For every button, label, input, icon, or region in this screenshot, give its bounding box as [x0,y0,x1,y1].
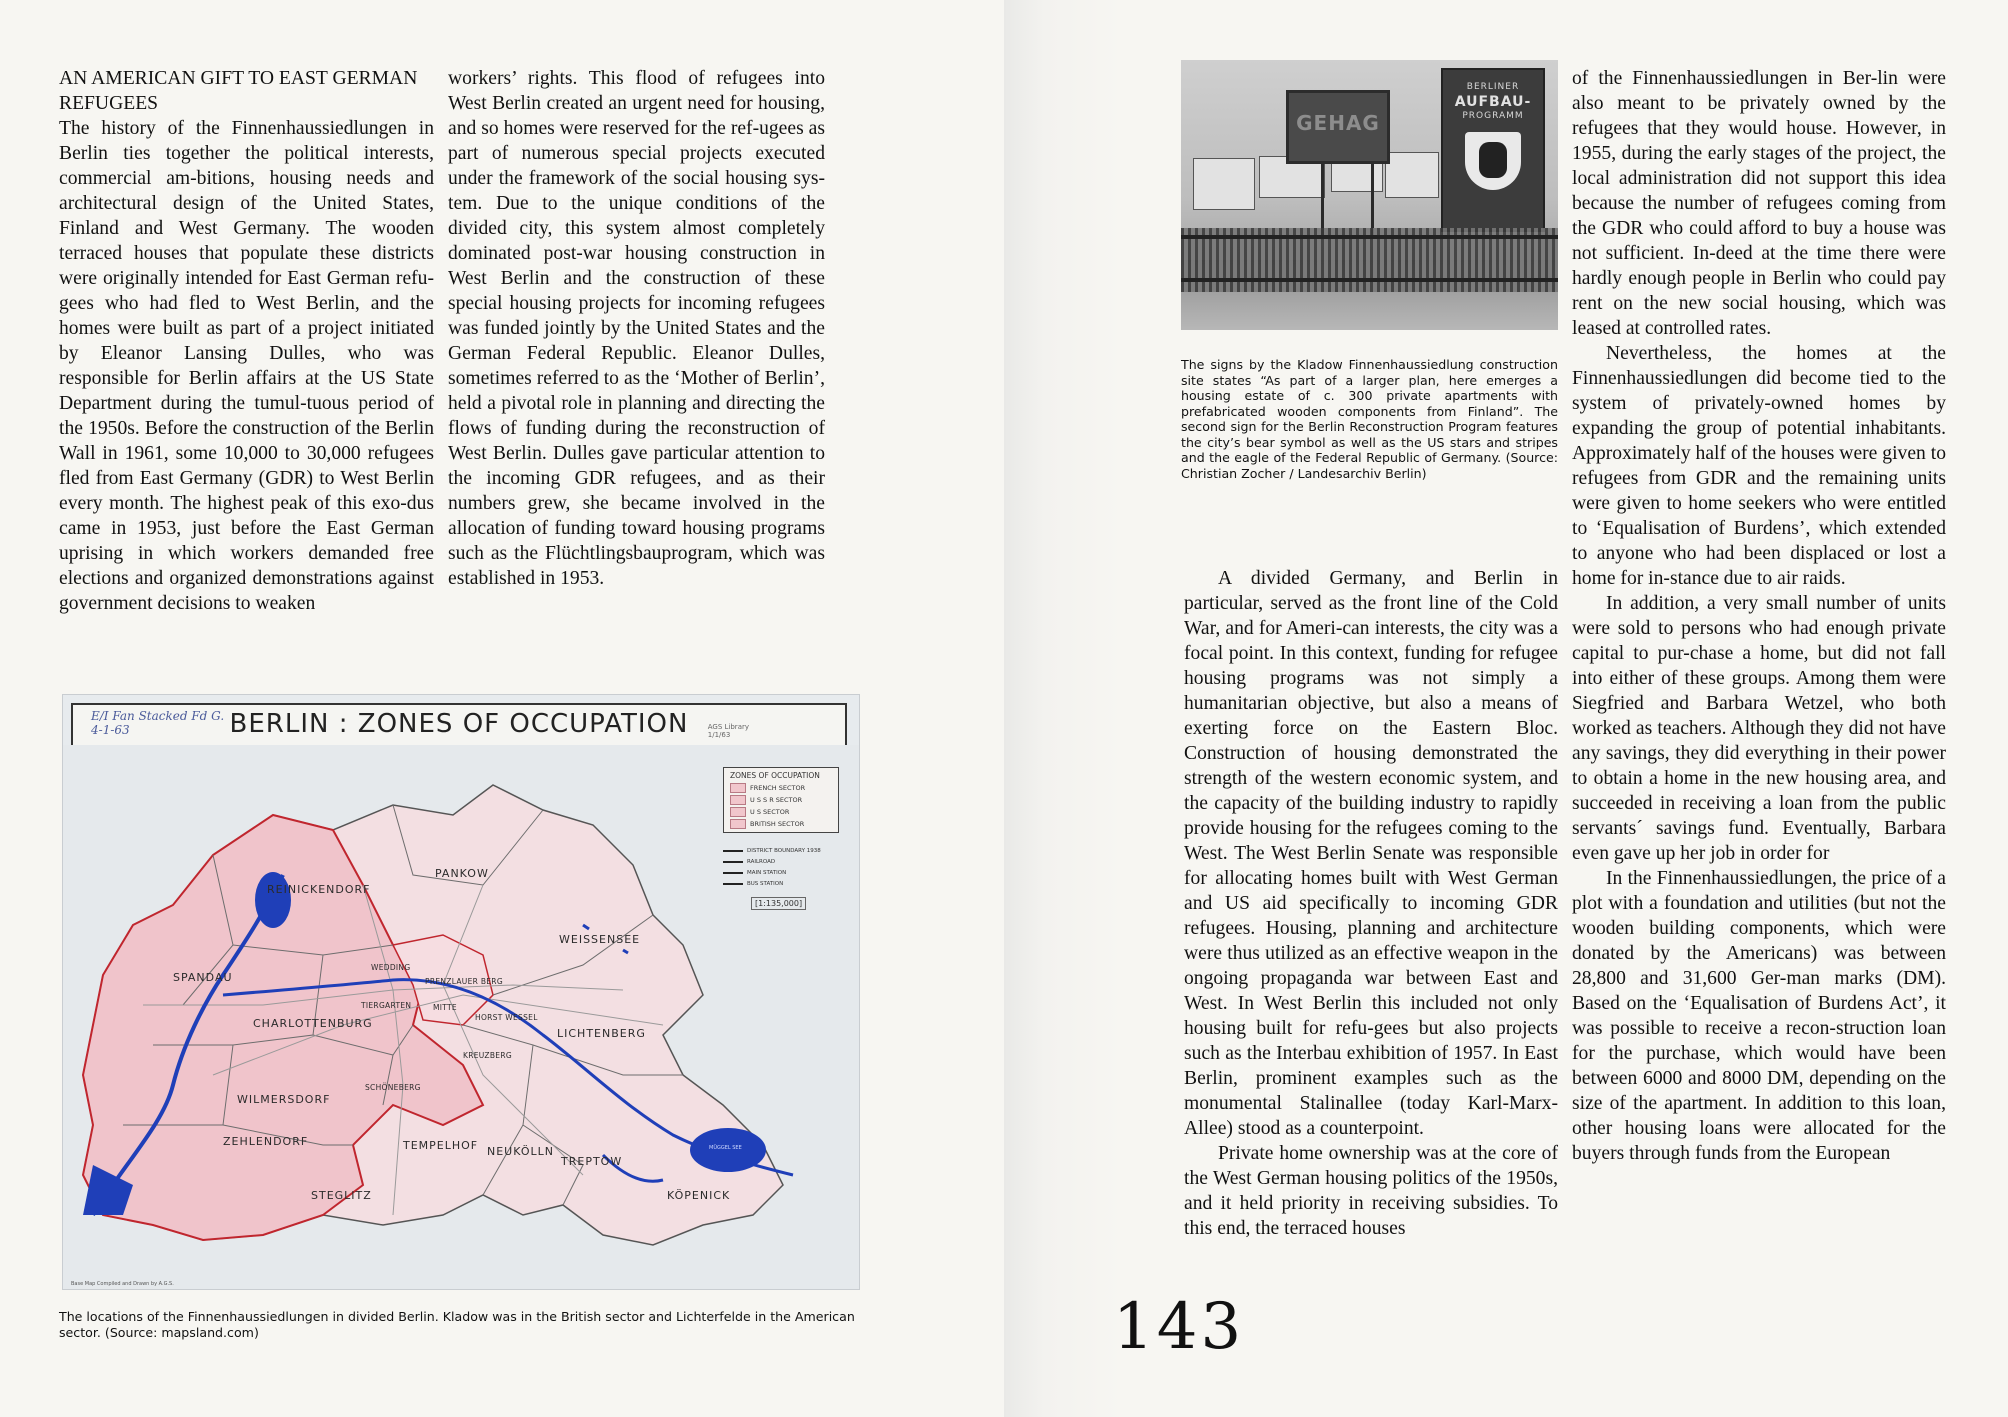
paragraph: Nevertheless, the homes at the Finnenhaussiedlungen did become tied to the system of privately-owned homes by expanding the group of potential inhabitants. Approximately half of the houses were given to refugees from GDR and the remaining units were given to home seekers who were entitled to ‘Equalisation of Burdens’, which extended to anyone who had been displaced or lost a home for in-stance due to air raids. [1572,343,1946,589]
legend-label: FRENCH SECTOR [750,784,806,792]
tegeler-see [255,872,291,928]
berlin-bear-icon [1479,142,1507,178]
legend-swatch [730,807,746,817]
sign-pole [1321,156,1324,236]
lake-label: MÜGGEL SEE [709,1145,742,1151]
fence-rail [1181,278,1558,282]
library-stamp [708,723,749,739]
legend-swatch [730,783,746,793]
legend-item [730,819,804,829]
gehag-sign-text: GEHAG [1296,111,1380,135]
district-label: WEISSENSEE [559,933,641,946]
berlin-occupation-map [62,694,860,1290]
legend-label: U S S R SECTOR [750,796,803,804]
paragraph: Private home ownership was at the core of the West German housing politics of the 1950s, and it held priority in receiving subsidies. To this end, the terraced houses [1184,1143,1558,1239]
map-scale: [1:135,000] [751,897,806,910]
legend-title: ZONES OF OCCUPATION [730,771,820,780]
district-label: NEUKÖLLN [487,1145,554,1158]
legend-line-label: RAILROAD [747,858,776,865]
paragraph: The history of the Finnenhaussiedlungen in Berlin ties together the political interests, commercial am-bitions, housing needs and architectural design of the United States, Finland and West Germany. The wooden terraced houses that populate these districts were originally intended for East German refu-gees who had fled to West Berlin, and the homes were built as part of a project initiated by Eleanor Lansing Dulles, who was responsible for Berlin affairs at the US State Department during the tumul-tuous period of the 1950s. Before the construction of the Berlin Wall in 1961, some 10,000 to 30,000 refugees fled from East Germany (GDR) to West Berlin every month. The highest peak of this exo-dus came in 1953, just before the East German uprising in which workers demanded free elections and organized demonstrations against government decisions to weaken [59,118,434,614]
district-label: CHARLOTTENBURG [253,1017,373,1030]
district-label: PANKOW [435,867,489,880]
legend-line [723,883,743,885]
map-legend [723,767,839,833]
district-label: STEGLITZ [311,1189,372,1202]
legend-item [730,807,789,817]
district-label: LICHTENBERG [557,1027,646,1040]
legend-line [723,850,743,852]
legend-line [723,861,743,863]
district-label: TEMPELHOF [403,1139,479,1152]
small-sign [1385,152,1439,198]
legend-line-item [723,867,821,878]
sign-text: PROGRAMM [1462,111,1524,121]
district-label: REINICKENDORF [267,883,371,896]
map-footer-credit: Base Map Compiled and Drawn by A.G.S. [71,1281,174,1287]
legend-line-label: MAIN STATION [747,869,787,876]
text-column-4 [1572,66,1946,1166]
legend-swatch [730,819,746,829]
text-column-2 [448,66,825,591]
legend-line-item [723,845,821,856]
legend-item [730,795,802,805]
page-number: 143 [1113,1290,1245,1364]
paragraph: A divided Germany, and Berlin in particular, served as the front line of the Cold War, and for Ameri-can interests, the city was a focal point. In this context, funding for refugee housing programs was not simply a humanitarian objective, but also a means of exerting force on the Eastern Bloc. Construction of housing demonstrated the strength of the western economic system, and the capacity of the building industry to rapidly provide housing for the refugees coming to the West. The West Berlin Senate was responsible for allocating homes built with West German and US aid specifically to incoming GDR refugees. Housing, planning and architecture were thus utilized as an effective weapon in the ongoing propaganda war between East and West. In West Berlin this included not only housing built for refu-gees but also projects such as the Interbau exhibition of 1957. In East Berlin, prominent examples such as the monumental Stalinallee (today Karl-Marx-Allee) stood as a counterpoint. [1184,568,1558,1139]
legend-line-label: BUS STATION [747,880,784,887]
text-column-3 [1184,566,1558,1241]
stamp-line: 1/1/63 [707,731,731,739]
map-title: BERLIN : ZONES OF OCCUPATION [229,709,689,739]
legend-swatch [730,795,746,805]
district-label: SPANDAU [173,971,233,984]
district-label: SCHÖNEBERG [365,1083,421,1092]
district-label: KÖPENICK [667,1189,731,1202]
handwriting-line: E/I Fan Stacked Fd G. [91,709,225,723]
map-line-legend [723,845,821,889]
stamp-line: AGS Library [707,723,749,731]
district-label: KREUZBERG [463,1051,512,1060]
paragraph: workers’ rights. This flood of refugees into West Berlin created an urgent need for housing, and so homes were reserved for the ref-ugees as part of numerous special projects executed under the framework of the social housing sys-tem. Due to the unique conditions of the divided city, this system almost completely dominated post-war housing construction in West Berlin and the construction of these special housing projects for incoming refugees was funded jointly by the United States and the German Federal Republic. Eleanor Dulles, sometimes referred to as the ‘Mother of Berlin’, held a pivotal role in planning and directing the flows of funding during the reconstruction of West Berlin. Dulles gave particular attention to the incoming GDR refugees, and as their numbers grew, she became involved in the allocation of funding toward housing programs such as the Flüchtlingsbauprogram, which was established in 1953. [448,68,825,589]
paragraph: In the Finnenhaussiedlungen, the price of a plot with a foundation and utilities (but not the wooden building components, which were donated by the Americans) was between 28,800 and 31,600 Ger-man marks (DM). Based on the ‘Equalisation of Burdens Act’, it was possible to receive a recon-struction loan for the purchase, which would have been between 6000 and 8000 DM, depending on the size of the apartment. In addition to this loan, other housing loans were allocated for the buyers through funds from the European [1572,868,1946,1164]
legend-line-item [723,856,821,867]
legend-label: BRITISH SECTOR [750,820,805,828]
district-label: PRENZLAUER BERG [425,977,503,986]
sign-text: BERLINER [1466,82,1520,92]
photo-caption: The signs by the Kladow Finnenhaussiedlung construction site states “As part of a larger plan, here emerges a housing estate of c. 300 private apartments with prefabricated wooden components from Finland”. The second sign for the Berlin Reconstruction Program features the city’s bear symbol as well as the US stars and stripes and the eagle of the Federal Republic of Germany. (Source: Christian Zocher / Landesarchiv Berlin) [1181,357,1558,481]
legend-label: U S SECTOR [750,808,790,816]
sign-pole [1371,156,1374,236]
district-label: WILMERSDORF [237,1093,331,1106]
sign-text: AUFBAU- [1454,94,1532,110]
section-heading: AN AMERICAN GIFT TO EAST GERMAN REFUGEES [59,68,418,114]
small-sign [1193,158,1255,210]
text-column-1 [59,66,434,616]
district-label: WEDDING [371,963,411,972]
map-handwriting [91,709,224,737]
legend-line [723,872,743,874]
district-label: TREPTOW [561,1155,623,1168]
district-label: ZEHLENDORF [223,1135,309,1148]
legend-line-label: DISTRICT BOUNDARY 1938 [747,847,821,854]
legend-line-item [723,878,821,889]
district-label: MITTE [433,1003,457,1012]
gehag-sign [1286,90,1390,164]
handwriting-line: 4-1-63 [91,723,130,737]
paragraph: of the Finnenhaussiedlungen in Ber-lin were also meant to be privately owned by the refugees that they would house. However, in 1955, during the early stages of the project, the local administration did not support this idea because the number of refugees coming from the GDR who could afford to buy a house was not sufficient. In-deed at the time there were hardly enough people in Berlin who could pay rent on the new social housing, which was leased at controlled rates. [1572,68,1946,339]
legend-item [730,783,805,793]
construction-site-photo [1181,60,1558,330]
paragraph: In addition, a very small number of units were sold to persons who had enough private capital to pur-chase a home, but did not fall into either of these groups. Among them were Siegfried and Barbara Wetzel, who both worked as teachers. Although they did not have any savings, they did everything in their power to obtain a home in the new housing area, and succeeded in receiving a loan from the public servants´ savings fund. Eventually, Barbara even gave up her job in order for [1572,593,1946,864]
fence-rail [1181,235,1558,239]
aufbauprogramm-sign [1441,68,1545,232]
map-caption: The locations of the Finnenhaussiedlungen in divided Berlin. Kladow was in the British sector and Lichterfelde in the American sector. (Source: mapsland.com) [59,1309,855,1340]
small-sign [1331,160,1383,192]
district-label: TIERGARTEN [361,1001,412,1010]
district-label: HORST WESSEL [475,1013,538,1022]
